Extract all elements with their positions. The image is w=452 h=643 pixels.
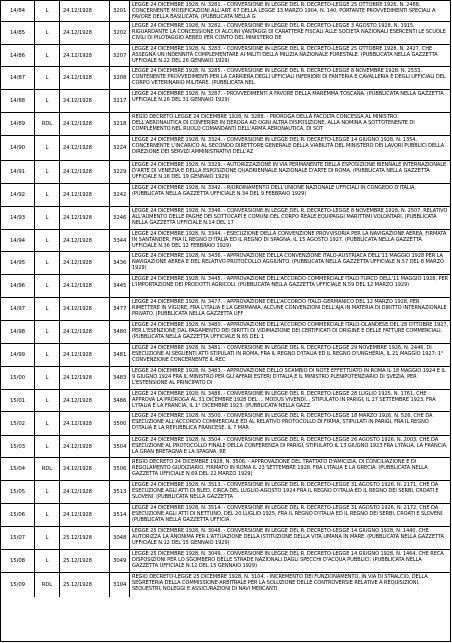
record-number: 14/85 (9, 30, 26, 36)
record-type: RDL (41, 582, 53, 588)
record-page: 3481 (113, 352, 127, 358)
table-row (1, 275, 450, 298)
table-row (1, 573, 450, 597)
table-row (1, 390, 450, 412)
record-type: L (45, 30, 49, 36)
record-date: 24.12/1928 (63, 260, 92, 266)
record-description: LEGGE 25 DICEMBRE 1928, N. 3049. - CONVERSIONE IN LEGGE DEL R. DECRETO-LEGGE 14 GIUGNO 1928, N. 1464, CHE RECA DISPOSIZIONI PER LO SGOMBERO DELLE STRADE NAZIONALI DAGLI SPECCHI D'ACQUA PUBBLICI. (PUBBLICATA NELLA GAZZETTA UFFICIALE N.12 DEL 15 GENNAIO 1929) (132, 551, 444, 570)
record-date: 24.12/1928 (63, 30, 92, 36)
record-page: 3344 (113, 237, 127, 244)
record-type: RDL (41, 466, 53, 472)
record-type: L (45, 283, 49, 289)
record-page: 3480 (113, 329, 127, 335)
record-type: L (45, 512, 49, 518)
record-type: L (45, 329, 49, 335)
record-type: L (45, 306, 49, 312)
record-description: LEGGE 24 DICEMBRE 1928, N. 3481. - CONVERSIONE IN LEGGE DEL R. DECRETO-LEGGE 29 NOVEMBRE 1926, N. 2446, DI ESECUZIONE AI SEGUENTI ATTI STIPULATI IN ROMA, FRA IL REGNO D'ITALIA ED IL REGNO D'UNGHERIA, IL 21 MAGGIO 1927: 1° CONVENZIONE CONCERNENTE IL REC (132, 345, 444, 364)
record-description: LEGGE 24 DICEMBRE 1928, N. 3445. - APPROVAZIONE DELL'ACCORDO COMMERCIALE ITALO-TURCO DELL'11 MAGGIO 1928, PER L'IMPORTAZIONE DEI PRODOTTI AGRICOLI. (PUBBLICATA NELLA GAZZETTA UFFICIALE N.59 DEL 12 MARZO 1929) (132, 276, 448, 289)
table-row (1, 1, 450, 22)
record-date: 24.12/1928 (63, 489, 92, 495)
record-description: LEGGE 24 DICEMBRE 1928, N. 3287. - PROVVEDIMENTI A FAVORE DELLA MAREMMA TOSCANA. (PUBBLICATA NELLA GAZZETTA UFFICIALE N.26 DEL 31 GENNAIO 1929) (132, 91, 444, 104)
record-number: 14/93 (9, 215, 26, 221)
record-description: LEGGE 24 DICEMBRE 1928, N. 3477. - APPROVAZIONE DELL'ACCORDO ITALO-GERMANICO DEL 12 MARZO 1928, PER RIMETTERE IN VIGORE, FRA L'ITALIA E LA GERMANIA, ALCUNE CONVENZIONI DELL'AJA IN MATERIA DI DIRITTO INTERNAZIONALE PRIVATO. (PUBBLICATA NELLA GAZZETTA UFF (132, 299, 447, 318)
record-description: LEGGE 24 DICEMBRE 1928, N. 3285. - CONVERSIONE IN LEGGE DEL R. DECRETO-LEGGE 8 NOVEMBRE 1928, N. 2533, CONTENENTE PROVVEDIMENTI PER LA CARRIERA DEGLI UFFICIALI INFERIORI DI FANTERIA E CAVALLERIA E DEGLI UFFICIALI DEL CORPO VETERINARIO MILITARE. (PUBBLICATA NEL (132, 68, 446, 87)
record-date: 24.12/1928 (63, 512, 92, 518)
record-type: RDL (41, 121, 53, 127)
record-date: 25.12/1928 (63, 558, 92, 564)
record-page: 3218 (113, 121, 127, 127)
table-row (1, 321, 450, 344)
record-type: L (45, 169, 49, 175)
record-page: 3048 (113, 535, 127, 541)
record-number: 15/00 (9, 375, 26, 381)
record-type: L (45, 352, 49, 358)
record-page: 3246 (113, 215, 127, 221)
record-type: L (45, 260, 49, 266)
record-date: 24.12/1928 (63, 375, 92, 381)
record-description: LEGGE 24 DICEMBRE 1928, N. 3344. - ESECUZIONE DELLA CONVENZIONE PROVVISORIA PER LA NAVIGAZIONE AEREA, FIRMATA IN SANTANDER, FRA IL REGNO D'ITALIA ED IL REGNO DI SPAGNA, IL 15 AGOSTO 1927. (PUBBLICATA NELLA GAZZETTA UFFICIALE N.36 DEL 12 FEBBRAIO 1929) (132, 231, 447, 250)
table-row (1, 252, 450, 275)
record-date: 24.12/1928 (63, 237, 92, 244)
table-row (1, 184, 450, 207)
table-row (1, 412, 450, 436)
record-type: L (45, 397, 49, 404)
record-page: 3242 (113, 192, 127, 198)
record-page: 3229 (113, 169, 127, 175)
record-date: 24.12/1928 (63, 192, 92, 198)
record-number: 15/03 (9, 443, 26, 450)
record-description: LEGGE 24 DICEMBRE 1928, N. 3342. - RIORDINAMENTO DELL'UNIONE NAZIONALE UFFICIALI IN CONGEDO D'ITALIA. (PUBBLICATA NELLA GAZZETTA UFFICIALE N.34 DEL 9 FEBBRAIO 1929) (132, 185, 416, 198)
record-description: LEGGE 24 DICEMBRE 1928, N. 3480. - APPROVAZIONE DELL'ACCORDO COMMERCIALE ITALO-OLANDESE DEL 28 OTTOBRE 1927, PER L'ESENZIONE DAL PAGAMENTO DEI DIRITTI DI VIDIMAZIONE DEI CERTIFICATI DI ORIGINE E DELLE FATTURE COMMERCIALI. (PUBBLICATA NELLA GAZZETTA UFFICIALE N.65 DEL 1 (132, 322, 448, 341)
record-description: REGIO DECRETO-LEGGE 24 DICEMBRE 1928, N. 3288. - PROROGA DELLA FACOLTÀ CONCESSA AL MINISTRO DELL'AERONAUTICA DI CONFERIRE IN DEROGA AD OGNI ALTRA DISPOSIZIONE, ALLA NOMINA A SOTTOTENENTE DI COMPLEMENTO NEL RUOLO COMANDANTI DELL'ARMA AERONAUTICA, DI SOT (132, 114, 415, 133)
record-description: LEGGE 24 DICEMBRE 1928, N. 3504. - CONVERSIONE IN LEGGE DEL R. DECRETO-LEGGE 26 AGOSTO 1926, N. 2003, CHE DÀ ESECUZIONE AL PROTOCOLLO FINALE DELLA CONFERENZA DI PARIGI, STIPULATO IL 13 GIUGNO 1923 FRA L'ITALIA, LA FRANCIA, LA GRAN BRETAGNA E LA SPAGNA, RE (132, 437, 448, 456)
table-row (1, 504, 450, 527)
record-number: 15/05 (9, 489, 26, 495)
record-date: 24.12/1928 (63, 145, 92, 151)
record-number: 14/92 (9, 192, 26, 198)
record-number: 14/87 (9, 75, 26, 81)
table-row (1, 113, 450, 136)
record-type: L (45, 489, 49, 495)
table-row (1, 136, 450, 161)
record-description: LEGGE 24 DICEMBRE 1928, N. 3513. - CONVERSIONE IN LEGGE DEL R. DECRETO-LEGGE 31 AGOSTO 1926, N. 2171, CHE DÀ ESECUZIONE AGLI ATTI DI BLED, CIRCA DEL LUGLIO-AGOSTO 1924 FRA IL REGNO D'ITALIA ED IL REGNO DEI SERBI, CROATI E SLOVENI. (PUBBLICATA NELLA GAZZETTA (132, 482, 439, 501)
record-date: 24.12/1928 (63, 215, 92, 221)
record-date: 24.12/1928 (63, 8, 92, 14)
record-number: 15/09 (9, 582, 26, 588)
record-date: 25.12/1928 (63, 582, 92, 588)
record-description: REGIO DECRETO 24 DICEMBRE 1928, N. 3506. - APPROVAZIONE DEL TRATTATO D'AMICIZIA, DI CONCILIAZIONE E DI REGOLAMENTO GIUDIZIARIO, FIRMATO IN ROMA IL 23 SETTEMBRE 1928, FRA L'ITALIA E LA GRECIA. (PUBBLICATA NELLA GAZZETTA UFFICIALE N.69 DEL 22 MARZO 1929) (132, 459, 428, 478)
record-description: LEGGE 24 DICEMBRE 1928, N. 3514. - CONVERSIONE IN LEGGE DEL R. DECRETO-LEGGE 31 AGOSTO 1926, N. 2172, CHE DÀ ESECUZIONE AGLI ATTI DI NETTUNO, DEL 20 LUGLIO 1925, FRA IL REGNO D'ITALIA ED IL REGNO DEI SERBI, CROATI E SLOVENI. (PUBBLICATA NELLA GAZZETTA UFFICIA (132, 505, 444, 524)
record-page: 3208 (113, 75, 127, 81)
record-type: L (45, 558, 49, 564)
record-description: LEGGE 24 DICEMBRE 1928, N. 3500. - CONVERSIONE IN LEGGE DEL R. DECRETO-LEGGE 18 MARZO 1926, N. 526, CHE DÀ ESECUZIONE ALL'ACCORDO COMMERCIALE ED AL RELATIVO PROTOCOLLO DI FIRMA, STIPULATI IN PARIGI, FRA IL REGNO D'ITALIA E LA REPUBBLICA FRANCESE, IL 7 MAR (132, 413, 433, 432)
table-row (1, 22, 450, 45)
record-number: 15/07 (9, 535, 26, 541)
record-description: LEGGE 24 DICEMBRE 1928, N. 3281. - CONVERSIONE IN LEGGE DEL R. DECRETO-LEGGE 25 OTTOBRE 1926, N. 2488, CONCERNENTE MODIFICAZIONI ALL'ART. 67 DELLA LEGGE 13 MARZO 1904, N. 140, PORTANTE PROVVEDIMENTI SPECIALI A FAVORE DELLA BASILICATA. (PUBBLICATA NELLA G (132, 2, 436, 21)
record-type: L (45, 237, 49, 244)
table-row (1, 527, 450, 550)
record-type: L (45, 8, 49, 14)
record-number: 14/94 (9, 237, 26, 244)
table-row (1, 67, 450, 90)
table-row (1, 458, 450, 481)
record-description: LEGGE 24 DICEMBRE 1928, N. 3346. - CONVERSIONE IN LEGGE DEL R. DECRETO-LEGGE 8 NOVEMBRE 1928, N. 2507, RELATIVO ALL'AUMENTO DELLE PAGHE DEI SOTTOCAPI E COMUNI DEL CORPO REALE EQUIPAGGI MARITTIMI VOLONTARI. (PUBBLICATA NELLA GAZZETTA UFFICIALE N.14 DEL 17 (132, 208, 448, 227)
table-row (1, 45, 450, 67)
record-date: 24.12/1928 (63, 329, 92, 335)
record-number: 14/89 (9, 121, 26, 127)
record-number: 14/96 (9, 283, 26, 289)
record-number: 15/01 (9, 397, 26, 404)
record-description: LEGGE 24 DICEMBRE 1928, N. 3486. - CONVERSIONE IN LEGGE DEL R. DECRETO-LEGGE 28 LUGLIO 1925, N. 1761, CHE APPROVA LA PROROGA AL 31 DICEMBRE 1928 DEL ... MODUS VIVENDI... STIPULATO IN PARIGI, IL 27 SETTEMBRE 1923, FRA L'ITALIA E LA FRANCIA, IL 1° DICEMBRE 1923. (PUBBLICATA NELLA GAZZ (132, 391, 436, 410)
record-date: 24.12/1928 (63, 52, 92, 59)
record-date: 24.12/1928 (63, 443, 92, 450)
record-date: 24.12/1928 (63, 283, 92, 289)
record-number: 15/02 (9, 420, 26, 427)
record-page: 3500 (113, 420, 127, 427)
record-number: 14/95 (9, 260, 26, 266)
record-type: L (45, 192, 49, 198)
record-number: 15/06 (9, 512, 26, 518)
record-page: 3104 (113, 582, 127, 588)
record-description: LEGGE 24 DICEMBRE 1928, N. 3283. - CONVERSIONE IN LEGGE DEL R. DECRETO-LEGGE 25 OTTOBRE 1928, N. 2427, CHE ASSEGNA UN INDENNITÀ COMPLEMENTARE AI MILITI DELLA MILIZIA NAZIONALE FORESTALE. (PUBBLICATA NELLA GAZZETTA UFFICIALE N.22 DEL 26 GENNAIO 1929) (132, 46, 438, 65)
record-page: 3486 (113, 397, 127, 404)
record-type: L (45, 98, 49, 104)
record-page: 3217 (113, 98, 127, 104)
record-number: 14/98 (9, 329, 26, 335)
record-type: L (45, 145, 49, 151)
record-number: 14/90 (9, 145, 26, 151)
record-page: 3477 (113, 306, 127, 312)
record-number: 14/88 (9, 98, 26, 104)
record-page: 3514 (113, 512, 127, 518)
record-description: REGIO DECRETO-LEGGE 25 DICEMBRE 1928, N. 3104. - INCREMENTO DEI FUNZIONAMENTO, IN VIA DI STRALCIO, DELLA SEGRETERIA DELLA COMMISSIONE ARBITRALE PER LA SOLUZIONE DELLE CONTROVERSIE RELATIVE A REQUISIZIONI, SEQUESTRI, NOLEGGI E ASSICURAZIONI DI NAVI MERCANTI (132, 574, 428, 593)
table-row (1, 207, 450, 230)
record-number: 14/86 (9, 52, 26, 59)
record-number: 14/84 (9, 8, 26, 14)
record-date: 24.12/1928 (63, 75, 92, 81)
record-date: 24.12/1928 (63, 169, 92, 175)
record-page: 3436 (113, 260, 127, 266)
record-number: 15/04 (9, 466, 26, 472)
record-date: 24.12/1928 (63, 352, 92, 358)
record-description: LEGGE 24 DICEMBRE 1928, N. 3324. - CONVERSIONE IN LEGGE DEL R. DECRETO-LEGGE 14 GIUGNO 1928, N. 1354, CONCERNENTE L'INCARICO AL SECONDO DIRETTORE GENERALE DELLA VIABILITÀ DEL MINISTERO DEI LAVORI PUBBLICI DELLA DIREZIONE DEI SERVIZI AMMINISTRATIVI DELL'AZ (132, 137, 445, 156)
record-description: LEGGE 24 DICEMBRE 1928, N. 3483. - APPROVAZIONE DELLO SCAMBIO DI NOTE EFFETTUATO IN ROMA IL 18 MAGGIO 1924 E IL 9 GIUGNO 1924 FRA IL MINISTRO PER GLI AFFARI ESTERI D'ITALIA E IL MINISTRO PLENIPOTENZIARIO DI SVEZIA, PER L'ESTENSIONE AL PRINCIPATO DI (132, 368, 446, 387)
table-row (1, 481, 450, 504)
record-date: 24.12/1928 (63, 397, 92, 404)
record-type: L (45, 375, 49, 381)
record-type: L (45, 215, 49, 221)
record-page: 3202 (113, 30, 127, 36)
record-date: 24.12/1928 (63, 98, 92, 104)
record-page: 3049 (113, 558, 127, 564)
table-row (1, 161, 450, 184)
table-row (1, 436, 450, 458)
record-page: 3207 (113, 52, 127, 59)
record-date: 24.12/1928 (63, 121, 92, 127)
record-description: LEGGE 25 DICEMBRE 1928, N. 3048. - CONVERSIONE IN LEGGE DEL R. DECRETO-LEGGE 14 GIUGNO 1928, N. 1440, CHE AUTORIZZA LA ANONIMA PER L'ATTUAZIONE DELLA ISTITUZIONE DELLA VITA UMANA IN MARE. (PUBBLICATA NELLA GAZZETTA UFFICIALE N.12 DEL 15 GENNAIO 1929) (132, 528, 444, 547)
table-row (1, 230, 450, 252)
record-page: 3513 (113, 489, 127, 495)
record-page: 3445 (113, 283, 127, 289)
record-date: 24.12/1928 (63, 420, 92, 427)
table-row (1, 298, 450, 321)
record-description: LEGGE 24 DICEMBRE 1928, N. 3282. - CONVERSIONE IN LEGGE DEL R. DECRETO-LEGGE 3 AGOSTO 1928, N. 1915, RIGUARDANTE LA CONCESSIONE DI ALCUNI VANTAGGI DI CARATTERE FISCALI ALLE SOCIETÀ NAZIONALI ESERCENTI LE SCUOLE CIVILI DI PILOTAGGIO AEREO PER CONTO DEL MINISTERO DE (132, 23, 446, 42)
record-number: 14/91 (9, 169, 26, 175)
record-type: L (45, 75, 49, 81)
record-page: 3506 (113, 466, 127, 472)
record-page: 3224 (113, 145, 127, 151)
record-date: 25.12/1928 (63, 535, 92, 541)
record-type: L (45, 443, 49, 450)
table-row (1, 344, 450, 367)
record-page: 3483 (113, 375, 127, 381)
table-row (1, 90, 450, 113)
record-page: 3201 (113, 8, 127, 14)
record-type: L (45, 535, 49, 541)
record-date: 24.12/1928 (63, 306, 92, 312)
record-type: L (45, 52, 49, 59)
record-number: 14/99 (9, 352, 26, 358)
record-number: 15/08 (9, 558, 26, 564)
record-date: 24.12/1928 (63, 466, 92, 472)
record-description: LEGGE 24 DICEMBRE 1928, N. 3436. - APPROVAZIONE DELLA CONVENZIONE ITALO-AUSTRIACA DELL'11 MAGGIO 1928 PER LA NAVIGAZIONE AEREA E DEL RELATIVO PROTOCOLLO AGGIUNTO. (PUBBLICATA NELLA GAZZETTA UFFICIALE N.57 DEL 8 MARZO 1929) (132, 253, 444, 272)
record-type: L (45, 420, 49, 427)
record-description: LEGGE 24 DICEMBRE 1928, N. 3329. - AUTORIZZAZIONE IN VIA PERMANENTE DELLA ESPOSIZIONE BIENNALE INTERNAZIONALE D'ARTE DI VENEZIA E DELLA ESPOSIZIONE QUADRIENNALE NAZIONALE D'ARTE DI ROMA. (PUBBLICATA NELLA GAZZETTA UFFICIALE N.16 DEL 19 GENNAIO 1929) (132, 162, 447, 181)
record-page: 3504 (113, 443, 127, 450)
record-number: 14/97 (9, 306, 26, 312)
table-row (1, 367, 450, 390)
table-row (1, 550, 450, 573)
